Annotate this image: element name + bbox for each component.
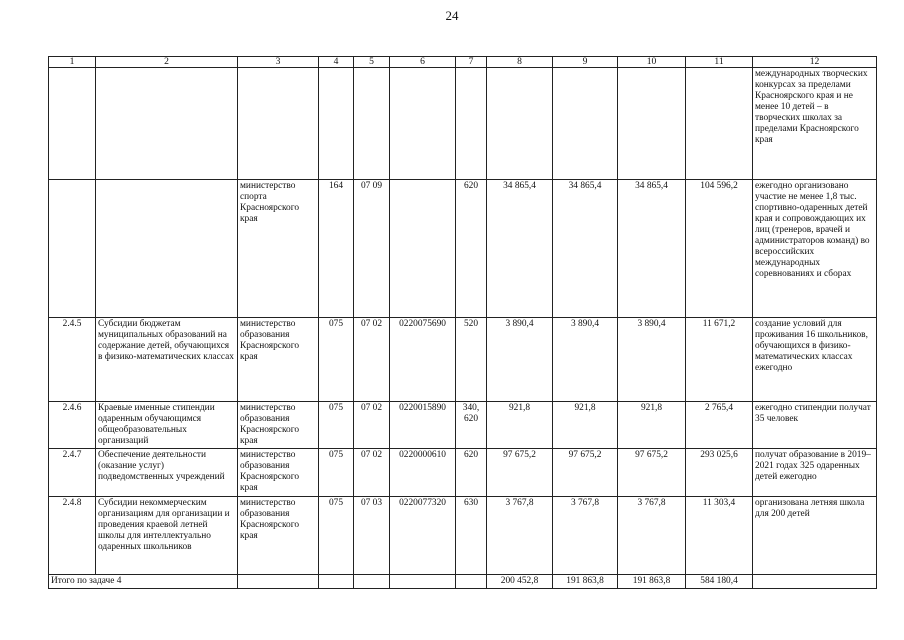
cell-expense-type: 620 <box>456 449 487 497</box>
cell-grbs: 075 <box>319 497 354 575</box>
cell-agency: министерство образования Красноярского края <box>238 449 319 497</box>
cell-year-1: 3 767,8 <box>487 497 553 575</box>
cell-expected-result: создание условий для проживания 16 школьников, обучающихся в физико-математических классах ежегодно <box>753 318 877 402</box>
cell-target-article <box>390 180 456 318</box>
column-header: 9 <box>553 57 618 68</box>
cell-target-article: 0220000610 <box>390 449 456 497</box>
cell-grbs <box>319 68 354 180</box>
cell-year-2: 921,8 <box>553 402 618 449</box>
column-header: 5 <box>354 57 390 68</box>
column-header: 12 <box>753 57 877 68</box>
column-header: 1 <box>49 57 96 68</box>
cell-year-3: 3 890,4 <box>618 318 686 402</box>
cell-number: 2.4.8 <box>49 497 96 575</box>
cell-expected-result <box>753 575 877 589</box>
cell-grbs: 164 <box>319 180 354 318</box>
cell-year-3 <box>618 68 686 180</box>
cell-number: 2.4.7 <box>49 449 96 497</box>
cell-expense-type <box>456 575 487 589</box>
cell-section: 07 02 <box>354 449 390 497</box>
cell-agency: министерство образования Красноярского края <box>238 497 319 575</box>
column-header: 2 <box>96 57 238 68</box>
cell-target-article: 0220077320 <box>390 497 456 575</box>
cell-activity: Краевые именные стипендии одаренным обучающимся общеобразовательных организаций <box>96 402 238 449</box>
cell-year-1: 921,8 <box>487 402 553 449</box>
cell-agency <box>238 68 319 180</box>
column-header: 11 <box>686 57 753 68</box>
cell-section: 07 02 <box>354 402 390 449</box>
column-header: 7 <box>456 57 487 68</box>
cell-grbs: 075 <box>319 402 354 449</box>
column-header: 4 <box>319 57 354 68</box>
cell-target-article <box>390 68 456 180</box>
total-row <box>49 575 877 589</box>
total-period: 584 180,4 <box>686 575 753 589</box>
column-header: 6 <box>390 57 456 68</box>
table-row <box>49 68 877 180</box>
cell-year-3: 97 675,2 <box>618 449 686 497</box>
cell-activity <box>96 180 238 318</box>
cell-agency: министерство образования Красноярского края <box>238 318 319 402</box>
table-row <box>49 402 877 449</box>
total-label: Итого по задаче 4 <box>49 575 238 589</box>
cell-agency: министерство спорта Красноярского края <box>238 180 319 318</box>
cell-year-2 <box>553 68 618 180</box>
header-row <box>49 57 877 68</box>
cell-year-2: 97 675,2 <box>553 449 618 497</box>
cell-number <box>49 180 96 318</box>
cell-year-1: 3 890,4 <box>487 318 553 402</box>
cell-agency: министерство образования Красноярского края <box>238 402 319 449</box>
cell-target-article: 0220075690 <box>390 318 456 402</box>
cell-year-2: 3 767,8 <box>553 497 618 575</box>
cell-grbs <box>319 575 354 589</box>
cell-expected-result: организована летняя школа для 200 детей <box>753 497 877 575</box>
cell-expense-type: 520 <box>456 318 487 402</box>
cell-activity: Обеспечение деятельности (оказание услуг) подведомственных учреждений <box>96 449 238 497</box>
cell-year-1: 34 865,4 <box>487 180 553 318</box>
cell-number <box>49 68 96 180</box>
total-year-3: 191 863,8 <box>618 575 686 589</box>
cell-year-2: 34 865,4 <box>553 180 618 318</box>
cell-expense-type: 340, 620 <box>456 402 487 449</box>
cell-section: 07 03 <box>354 497 390 575</box>
cell-expense-type <box>456 68 487 180</box>
cell-expected-result: получат образование в 2019–2021 годах 325 одаренных детей ежегодно <box>753 449 877 497</box>
cell-number: 2.4.6 <box>49 402 96 449</box>
cell-expected-result: международных творческих конкурсах за пределами Красноярского края и не менее 10 детей – в творческих школах за пределами Красноярского края <box>753 68 877 180</box>
cell-year-3: 34 865,4 <box>618 180 686 318</box>
cell-section <box>354 575 390 589</box>
cell-year-3: 921,8 <box>618 402 686 449</box>
cell-period-total <box>686 68 753 180</box>
cell-period-total: 2 765,4 <box>686 402 753 449</box>
cell-grbs: 075 <box>319 318 354 402</box>
cell-section: 07 09 <box>354 180 390 318</box>
page-number: 24 <box>445 8 459 23</box>
cell-activity <box>96 68 238 180</box>
cell-year-1 <box>487 68 553 180</box>
cell-target-article: 0220015890 <box>390 402 456 449</box>
cell-period-total: 104 596,2 <box>686 180 753 318</box>
cell-period-total: 11 671,2 <box>686 318 753 402</box>
table-row <box>49 449 877 497</box>
cell-grbs: 075 <box>319 449 354 497</box>
cell-target-article <box>390 575 456 589</box>
table-row <box>49 180 877 318</box>
cell-section: 07 02 <box>354 318 390 402</box>
cell-section <box>354 68 390 180</box>
budget-table <box>48 56 877 589</box>
column-header: 3 <box>238 57 319 68</box>
cell-year-2: 3 890,4 <box>553 318 618 402</box>
cell-period-total: 11 303,4 <box>686 497 753 575</box>
column-header: 8 <box>487 57 553 68</box>
cell-activity: Субсидии некоммерческим организациям для организации и проведения краевой летней школы для интеллектуально одаренных школьников <box>96 497 238 575</box>
cell-activity: Субсидии бюджетам муниципальных образований на содержание детей, обучающихся в физико-математических классах <box>96 318 238 402</box>
column-header: 10 <box>618 57 686 68</box>
cell-number: 2.4.5 <box>49 318 96 402</box>
cell-expense-type: 630 <box>456 497 487 575</box>
cell-expected-result: ежегодно стипендии получат 35 человек <box>753 402 877 449</box>
total-year-2: 191 863,8 <box>553 575 618 589</box>
table-row <box>49 318 877 402</box>
cell-year-3: 3 767,8 <box>618 497 686 575</box>
cell-expense-type: 620 <box>456 180 487 318</box>
cell-agency <box>238 575 319 589</box>
cell-expected-result: ежегодно организовано участие не менее 1,8 тыс. спортивно-одаренных детей края и сопровождающих их лиц (тренеров, врачей и администраторов команд) во всероссийских международных соревнованиях и сборах <box>753 180 877 318</box>
table-row <box>49 497 877 575</box>
cell-period-total: 293 025,6 <box>686 449 753 497</box>
total-year-1: 200 452,8 <box>487 575 553 589</box>
cell-year-1: 97 675,2 <box>487 449 553 497</box>
